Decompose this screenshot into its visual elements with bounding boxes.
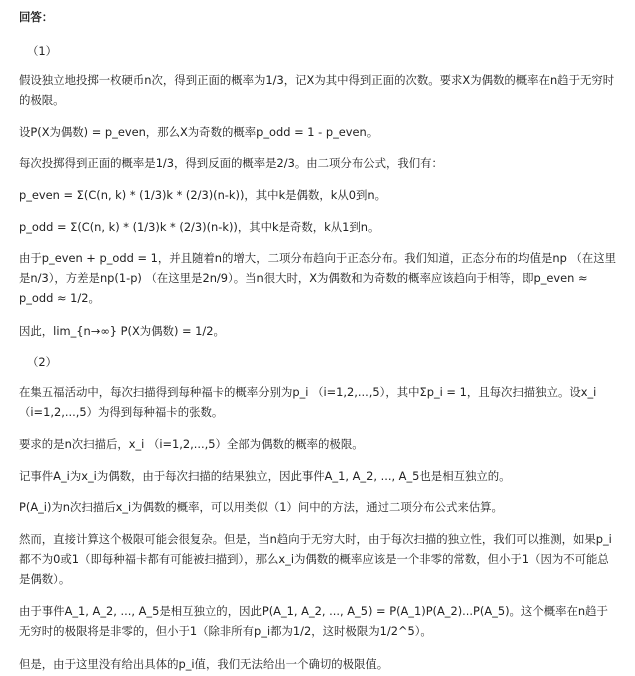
part2-goal: 要求的是n次扫描后，x_i （i=1,2,...,5）全部为偶数的概率的极限。 [19,437,364,451]
part2-product-limit: 由于事件A_1, A_2, ..., A_5是相互独立的，因此P(A_1, A_2, ..., A_5) = P(A_1)P(A_2)...P(A_5)。这个概率在n趋于无穷时的极限将是非零的，但小于1（除非所有p_i都为1/2，这时极限为1/2^5）。 [19,604,608,638]
part2-conclusion: 但是，由于这里没有给出具体的p_i值，我们无法给出一个确切的极限值。 [19,657,389,671]
part1-problem-statement: 假设独立地投掷一枚硬币n次，得到正面的概率为1/3，记X为其中得到正面的次数。要求X为偶数的概率在n趋于无穷时的极限。 [19,73,615,107]
part2-independence: 记事件A_i为x_i为偶数，由于每次扫描的结果独立，因此事件A_1, A_2, ..., A_5也是相互独立的。 [19,469,511,483]
part1-p-even-formula: p_even = Σ(C(n, k) * (1/3)k * (2/3)(n-k))，其中k是偶数，k从0到n。 [19,188,386,202]
part2-estimation: P(A_i)为n次扫描后x_i为偶数的概率，可以用类似（1）问中的方法，通过二项分布公式来估算。 [19,500,503,514]
part2-problem-statement: 在集五福活动中，每次扫描得到每种福卡的概率分别为p_i （i=1,2,...,5），其中Σp_i = 1，且每次扫描独立。设x_i （i=1,2,...,5）为得到每种福卡的张数。 [19,385,597,419]
part1-normal-approx: 由于p_even + p_odd = 1，并且随着n的增大，二项分布趋向于正态分布。我们知道，正态分布的均值是np （在这里是n/3），方差是np(1-p) （在这里是2n/9）。当n很大时，X为偶数和为奇数的概率应该趋向于相等，即p_even ≈ p_odd ≈ 1/2。 [19,251,616,305]
part1-p-odd-formula: p_odd = Σ(C(n, k) * (1/3)k * (2/3)(n-k))，其中k是奇数，k从1到n。 [19,220,380,234]
part1-definition: 设P(X为偶数) = p_even，那么X为奇数的概率p_odd = 1 - p_even。 [19,125,379,139]
part2-speculation: 然而，直接计算这个极限可能会很复杂。但是，当n趋向于无穷大时，由于每次扫描的独立性，我们可以推测，如果p_i都不为0或1（即每种福卡都有可能被扫描到），那么x_i为偶数的概率应该是一个非零的常数，但小于1（因为不可能总是偶数）。 [19,532,612,586]
part1-probabilities: 每次投掷得到正面的概率是1/3，得到反面的概率是2/3。由二项分布公式，我们有： [19,156,443,170]
answer-heading: 回答： [19,10,54,24]
part1-conclusion: 因此，lim_{n→∞} P(X为偶数) = 1/2。 [19,324,225,338]
part2-label: （2） [27,355,58,369]
part1-label: （1） [27,44,58,58]
